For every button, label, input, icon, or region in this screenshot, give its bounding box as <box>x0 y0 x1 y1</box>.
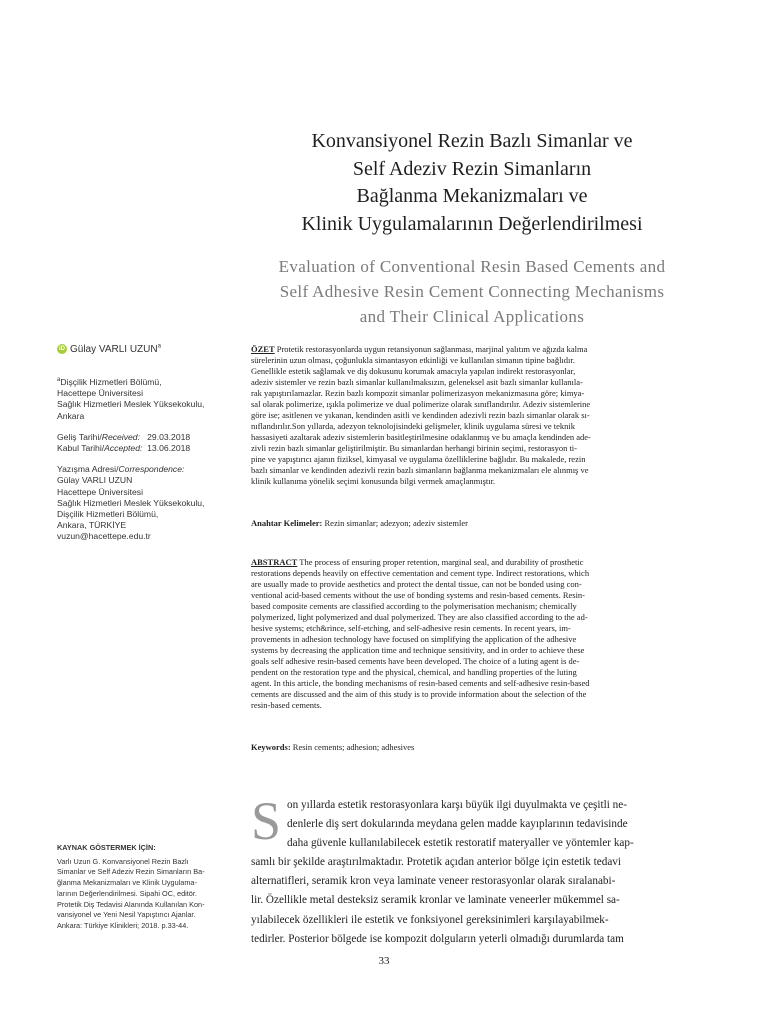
correspondence-line: Ankara, TÜRKİYE <box>57 520 127 531</box>
ozet-line: adeziv sistemler ve rezin bazlı simanlar kullanılmaksızın, geleneksel asit bazlı simanlar kullanıla- <box>251 377 583 387</box>
correspondence-label: Yazışma Adresi/Correspondence: <box>57 464 185 475</box>
title-tr-line: Self Adeziv Rezin Simanların <box>352 157 592 180</box>
body-line: daha güvenle kullanılabilecek estetik restoratif materyaller ve yöntemler kap- <box>287 837 634 850</box>
abstract-label: ABSTRACT <box>251 557 298 567</box>
title-turkish <box>230 128 714 238</box>
author <box>57 343 235 356</box>
author-name: Gülay VARLI UZUN <box>70 344 158 355</box>
abstract-line: cements are discussed and the aim of this study is to provide information about the selection of the <box>251 689 587 699</box>
body-line: tedirler. Posterior bölgede ise kompozit dolguların yeterli olmadığı durumlarda tam <box>251 932 624 945</box>
citation-line: Ankara: Türkiye Klinikleri; 2018. p.33-44. <box>57 920 189 930</box>
keywords-tr-label: Anahtar Kelimeler: <box>251 518 323 528</box>
ozet-abstract <box>251 344 700 487</box>
keywords-english <box>251 742 700 753</box>
abstract-line: polymerized, light polymerized and dual polymerized. They are also classified according to the ad- <box>251 612 588 622</box>
abstract-line: based composite cements are classified according to the polymerisation mechanism; chemically <box>251 601 577 611</box>
ozet-line: ÖZET Protetik restorasyonlarda uygun retansiyonun sağlanması, marjinal yalıtım ve ağızda kalma <box>251 344 588 354</box>
body-line: alternatifleri, seramik kron veya laminate veneer restorasyonlar olarak sıralanabi- <box>251 875 616 888</box>
abstract-line: agent. In this article, the bonding mechanisms of resin-based cements and self-adhesive resin-based <box>251 678 590 688</box>
affiliation-superscript: a <box>57 377 61 384</box>
affiliation-line: Hacettepe Üniversitesi <box>57 388 143 399</box>
affiliation-line: Sağlık Hizmetleri Meslek Yüksekokulu, <box>57 399 205 410</box>
citation-line: larının Değerlendirilmesi. Sipahi OC, editör. <box>57 888 197 898</box>
author-superscript: a <box>157 343 161 350</box>
citation-line: ğlanma Mekanizmaları ve Klinik Uygulama- <box>57 878 197 888</box>
abstract-line: systems by decreasing the application time and technique sensitivity, and in order to achieve these <box>251 645 585 655</box>
ozet-line: rak yapıştırılamazlar. Rezin bazlı kompozit simanlar polimerizasyon mekanizmasına göre; kimya- <box>251 388 585 398</box>
citation-line: Simanlar ve Self Adeziv Rezin Simanların Ba- <box>57 867 205 877</box>
ozet-line: göre ise; asitlenen ve yıkanan, kendinden asitli ve kendinden adezivli rezin bazlı simanlar olarak sı- <box>251 410 590 420</box>
title-en-line: Self Adhesive Resin Cement Connecting Mechanisms <box>279 282 665 301</box>
title-tr-line: Konvansiyonel Rezin Bazlı Simanlar ve <box>311 130 633 152</box>
citation-line: vansiyonel ve Yeni Nesil Yapıştırıcı Ajanlar. <box>57 910 196 920</box>
body-line: lir. Özellikle metal desteksiz seramik kronlar ve laminate veneerler mükemmel sa- <box>251 894 620 907</box>
ozet-line: zivli rezin bazlı simanlar geliştirilmiştir. Bu simanlardan herhangi birinin seçimi, restorasyon ti- <box>251 443 577 453</box>
page-number: 33 <box>378 955 390 967</box>
body-line: samlı bir şekilde araştırılmaktadır. Protetik açıdan anterior bölge için estetik tedavi <box>251 856 622 869</box>
ozet-line: sürelerinin uzun olması, çoğunlukla simantasyon etkinliği ve kullanılan simanın tipine bağlıdır. <box>251 355 575 365</box>
abstract-line: hesive systems; etch&rince, self-etching, and self-adhesive resin cements. In recent years, im- <box>251 623 571 633</box>
ozet-line: klinik kullanıma yönelik seçimi konusunda bilgi vermek amaçlanmıştır. <box>251 476 496 486</box>
affiliation <box>57 377 235 422</box>
abstract-line: are usually made to provide aesthetics and protect the dental tissue, can not be bonded using con- <box>251 579 582 589</box>
dates <box>57 432 235 454</box>
title-en-line: and Their Clinical Applications <box>359 307 585 326</box>
title-tr-line: Bağlanma Mekanizmaları ve <box>356 185 588 207</box>
correspondence-line: Sağlık Hizmetleri Meslek Yüksekokulu, <box>57 497 205 508</box>
ozet-line: pine ve yapıştırıcı ajanın fiziksel, kimyasal ve uygulama özelliklerine bağlıdır. Bu makalede, rezin <box>251 454 586 464</box>
body-line: yılabilecek özellikleri ile estetik ve fonksiyonel gereksinimleri karşılayabilmek- <box>251 913 609 926</box>
title-tr-line: Klinik Uygulamalarının Değerlendirilmesi <box>301 212 643 235</box>
drop-cap: S <box>251 791 282 851</box>
ozet-line: hassasiyeti azaltarak adeziv sistemlerin basitleştirilmesine odaklanmış ve bu amaçla kendinden ade- <box>251 432 591 442</box>
correspondence-line: Gülay VARLI UZUN <box>57 475 133 486</box>
correspondence-line: Hacettepe Üniversitesi <box>57 486 143 497</box>
citation-heading: KAYNAK GÖSTERMEK İÇİN: <box>57 843 156 852</box>
citation-box <box>57 843 235 932</box>
ozet-line: bazlı simanlar ve kendinden adezivli rezin bazlı simanların bağlanma mekanizmaları ele alınmış ve <box>251 465 589 475</box>
accepted-date: Kabul Tarihi/Accepted: 13.06.2018 <box>57 443 191 454</box>
abstract-line: provements in adhesion technology have focused on simplifying the application of the adhesive <box>251 634 577 644</box>
body-text <box>251 791 700 949</box>
english-abstract <box>251 557 700 711</box>
citation-line: Varlı Uzun G. Konvansiyonel Rezin Bazlı <box>57 856 189 866</box>
abstract-line: goals self adhesive resin-based cements have been developed. The choice of a luting agent is de- <box>251 656 580 666</box>
keywords-en-text: Resin cements; adhesion; adhesives <box>292 742 415 752</box>
title-en-line: Evaluation of Conventional Resin Based Cements and <box>278 257 666 276</box>
ozet-line: Genellikle estetik sağlamak ve diş dokusunu korumak amacıyla yapılan indirekt restorasyonlar, <box>251 366 576 376</box>
author-sidebar <box>57 343 235 543</box>
keywords-en-label: Keywords: <box>251 742 291 752</box>
affiliation-line: $^a$Dişçilik Hizmetleri Bölümü, <box>57 377 162 387</box>
abstract-line: resin-based cements. <box>251 700 322 710</box>
abstract-line: ventional acid-based cements without the use of bonding systems and resin-based cements. Resin- <box>251 590 586 600</box>
ozet-line: nıflandırılır.Son yıllarda, adezyon teknolojisindeki gelişmeler, klinik uygulama süresi ve teknik <box>251 421 576 431</box>
citation-line: Protetik Diş Tedavisi Alanında Kullanılan Kon- <box>57 899 205 909</box>
received-date: Geliş Tarihi/Received: 29.03.2018 <box>57 431 191 442</box>
abstract-line: restorations depends heavily on effective cementation and cement type. Indirect restorations, which <box>251 568 590 578</box>
correspondence-email[interactable]: vuzun@hacettepe.edu.tr <box>57 531 151 542</box>
abstract-line: pendent on the restoration type and the physical, chemical, and handling properties of the luting <box>251 667 577 677</box>
title-english <box>230 254 714 329</box>
correspondence-line: Dişçilik Hizmetleri Bölümü, <box>57 509 159 520</box>
correspondence <box>57 464 235 542</box>
keywords-tr-text: Rezin simanlar; adezyon; adeziv sistemler <box>324 518 469 528</box>
body-line: on yıllarda estetik restorasyonlara karşı büyük ilgi duyulmakta ve çeşitli ne- <box>287 799 627 811</box>
affiliation-line: Ankara <box>57 410 85 421</box>
orcid-icon[interactable]: iD <box>59 346 65 352</box>
keywords-turkish <box>251 518 700 529</box>
abstract-line: ABSTRACT The process of ensuring proper retention, marginal seal, and durability of prosthetic <box>251 557 584 567</box>
body-line: denlerle diş sert dokularında meydana gelen madde kayıplarının tedavisinde <box>287 818 628 831</box>
ozet-label: ÖZET <box>251 344 275 354</box>
ozet-line: sal olarak polimerize, ışıkla polimerize ve dual polimerize olarak sınıflandırılır. Adeziv sistemlerine <box>251 399 591 409</box>
